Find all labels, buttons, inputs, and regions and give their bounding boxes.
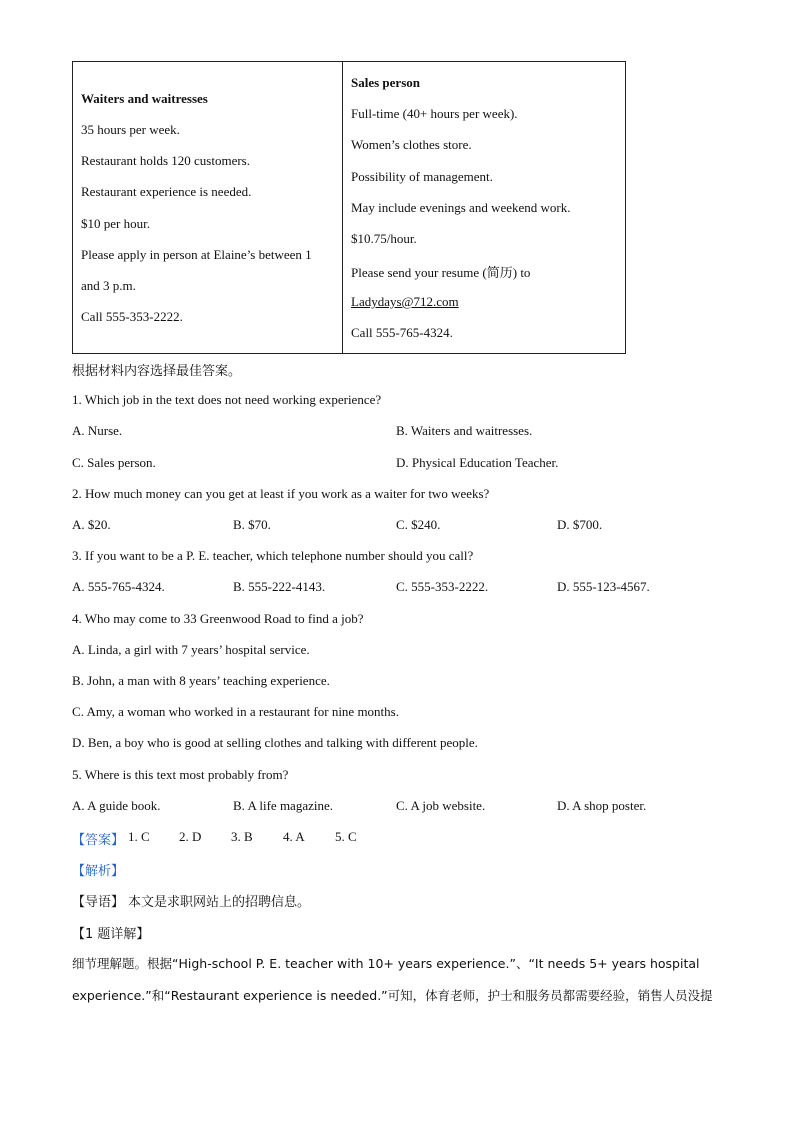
job-ads-table (72, 61, 626, 354)
waiters-ad-line: $10 per hour. (81, 216, 150, 231)
guide-label: 【导语】 (72, 895, 125, 910)
question-2-option-c: C. $240. (396, 517, 441, 532)
question-5-option-a: A. A guide book. (72, 798, 161, 813)
waiters-ad-line: Restaurant holds 120 customers. (81, 153, 250, 168)
question-3-option-b: B. 555-222-4143. (233, 579, 326, 594)
answer-value: 3. B (231, 829, 253, 844)
waiters-ad-line: Call 555-353-2222. (81, 309, 183, 324)
question-5-option-b: B. A life magazine. (233, 798, 334, 813)
question-3: 3. If you want to be a P. E. teacher, which telephone number should you call? (72, 548, 474, 563)
waiters-ad-line: 35 hours per week. (81, 122, 180, 137)
sales-ad-line: May include evenings and weekend work. (351, 200, 571, 215)
question-4: 4. Who may come to 33 Greenwood Road to find a job? (72, 611, 364, 626)
sales-ad-cell (343, 62, 626, 354)
answer-value: 1. C (128, 829, 150, 844)
waiters-ad-line: Please apply in person at Elaine’s between 1 (81, 247, 312, 262)
question-1-option-c: C. Sales person. (72, 455, 156, 470)
question-1-option-b: B. Waiters and waitresses. (396, 423, 533, 438)
guide-text: 本文是求职网站上的招聘信息。 (128, 895, 311, 910)
question-3-option-c: C. 555-353-2222. (396, 579, 489, 594)
waiters-ad-cell (73, 62, 343, 354)
answer-label: 【答案】 (72, 833, 125, 848)
question-5: 5. Where is this text most probably from? (72, 767, 289, 782)
sales-ad-title: Sales person (351, 75, 420, 90)
email-link[interactable]: Ladydays@712.com (351, 294, 459, 309)
waiters-ad-line: Restaurant experience is needed. (81, 184, 252, 199)
question-1-option-a: A. Nurse. (72, 423, 123, 438)
waiters-ad-title: Waiters and waitresses (81, 91, 208, 106)
question-4-option-c: C. Amy, a woman who worked in a restaurant for nine months. (72, 704, 399, 719)
sales-ad-line: Possibility of management. (351, 169, 493, 184)
question-2: 2. How much money can you get at least if you work as a waiter for two weeks? (72, 486, 490, 501)
question-3-option-a: A. 555-765-4324. (72, 579, 165, 594)
question-2-option-a: A. $20. (72, 517, 111, 532)
waiters-ad-line: and 3 p.m. (81, 278, 136, 293)
sales-ad-line: Please send your resume (简历) to (351, 265, 531, 280)
question-4-option-b: B. John, a man with 8 years’ teaching experience. (72, 673, 330, 688)
instruction: 根据材料内容选择最佳答案。 (72, 364, 242, 379)
question-1-option-d: D. Physical Education Teacher. (396, 455, 559, 470)
answer-value: 4. A (283, 829, 305, 844)
question-4-option-d: D. Ben, a boy who is good at selling clothes and talking with different people. (72, 735, 478, 750)
question-4-option-a: A. Linda, a girl with 7 years’ hospital service. (72, 642, 310, 657)
question-5-option-c: C. A job website. (396, 798, 486, 813)
sales-ad-line: Full-time (40+ hours per week). (351, 106, 518, 121)
question-1: 1. Which job in the text does not need working experience? (72, 392, 382, 407)
question-2-option-b: B. $70. (233, 517, 271, 532)
sales-ad-line: $10.75/hour. (351, 231, 417, 246)
detail-label: 【1 题详解】 (72, 927, 150, 942)
detail-text-line-2: experience.”和“Restaurant experience is needed.”可知，体育老师，护士和服务员都需要经验，销售人员没提 (72, 988, 713, 1003)
answer-value: 5. C (335, 829, 357, 844)
question-5-option-d: D. A shop poster. (557, 798, 647, 813)
analysis-label: 【解析】 (72, 864, 125, 879)
sales-ad-call: Call 555-765-4324. (351, 325, 453, 340)
detail-text-line-1: 细节理解题。根据“High-school P. E. teacher with 10+ years experience.”、“It needs 5+ years hospital (72, 956, 700, 971)
answer-value: 2. D (179, 829, 202, 844)
sales-ad-line: Women’s clothes store. (351, 137, 472, 152)
question-2-option-d: D. $700. (557, 517, 603, 532)
question-3-option-d: D. 555-123-4567. (557, 579, 650, 594)
